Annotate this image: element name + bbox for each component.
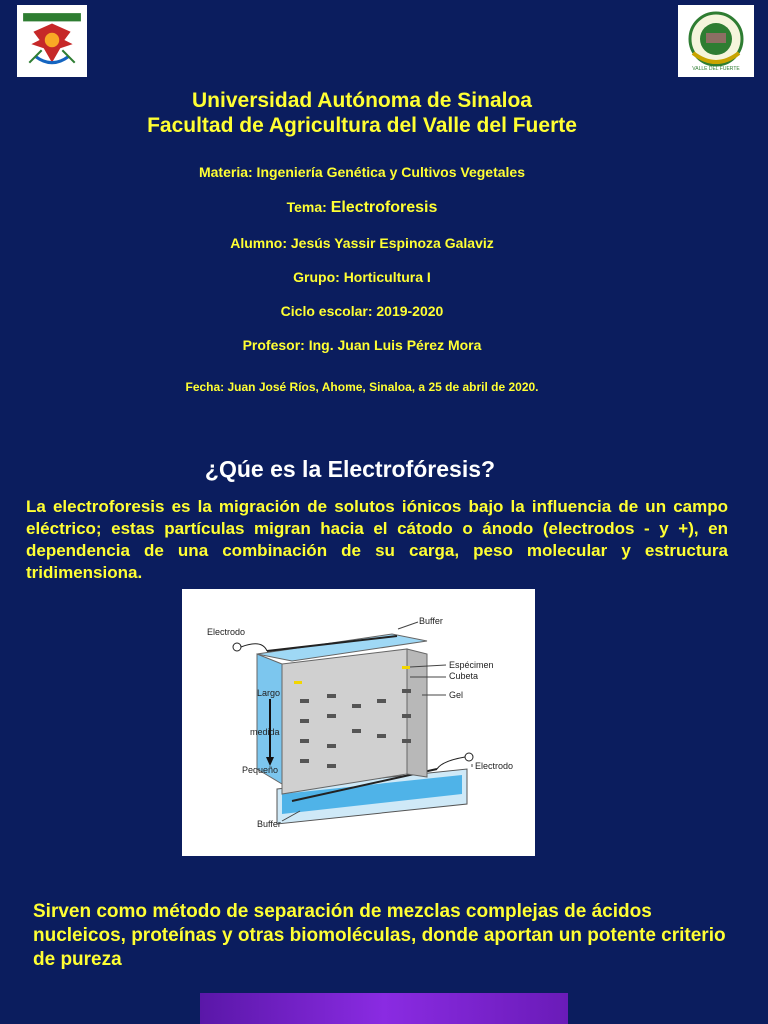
topic-label: Tema: bbox=[286, 199, 331, 215]
topic-value: Electroforesis bbox=[330, 199, 438, 216]
subject-line: Materia: Ingeniería Genética y Cultivos Vegetales bbox=[198, 164, 525, 180]
faculty-seal-icon bbox=[682, 9, 750, 73]
label-gel: Gel bbox=[449, 690, 464, 700]
student-line: Alumno: Jesús Yassir Espinoza Galaviz bbox=[230, 235, 494, 251]
school-year-line: Ciclo escolar: 2019-2020 bbox=[280, 303, 444, 319]
eagle-emblem-icon bbox=[21, 9, 83, 73]
faculty-name: Facultad de Agricultura del Valle del Fuerte bbox=[147, 114, 577, 137]
section-title: ¿Qúe es la Electrofóresis? bbox=[204, 456, 496, 482]
label-electrode-right: Electrodo bbox=[475, 761, 514, 771]
partial-image bbox=[200, 993, 568, 1024]
label-small: Pequeño bbox=[242, 765, 279, 775]
label-electrode-left: Electrodo bbox=[207, 627, 246, 637]
label-large: Largo bbox=[257, 688, 281, 698]
university-name: Universidad Autónoma de Sinaloa bbox=[192, 89, 532, 112]
definition-paragraph: La electroforesis es la migración de solutos iónicos bajo la influencia de un campo eléctrico; estas partículas migran hacia el cátodo o ánodo (electrodos - y +), en dependencia de una combinación de su carga, peso molecular y estructura tridimensiona. bbox=[26, 497, 728, 582]
label-buffer-top: Buffer bbox=[419, 616, 443, 626]
university-logo bbox=[17, 5, 87, 77]
professor-line: Profesor: Ing. Juan Luis Pérez Mora bbox=[242, 337, 482, 353]
label-buffer-bottom: Buffer bbox=[257, 819, 281, 829]
group-line: Grupo: Horticultura I bbox=[293, 269, 431, 285]
electrophoresis-diagram bbox=[182, 589, 535, 856]
date-line: Fecha: Juan José Ríos, Ahome, Sinaloa, a 25 de abril de 2020. bbox=[185, 380, 539, 394]
conclusion-text: Sirven como método de separación de mezclas complejas de ácidos nucleicos, proteínas y otras biomoléculas, donde aportan un potente criterio de pureza bbox=[33, 901, 726, 970]
topic-line bbox=[0, 199, 724, 217]
label-specimen: Espécimen bbox=[449, 660, 494, 670]
label-size: medida bbox=[250, 727, 280, 737]
faculty-logo bbox=[678, 5, 754, 77]
institution-heading bbox=[0, 88, 724, 138]
label-cuvette: Cubeta bbox=[449, 671, 479, 681]
svg-text:VALLE DEL FUERTE: VALLE DEL FUERTE bbox=[692, 66, 740, 72]
